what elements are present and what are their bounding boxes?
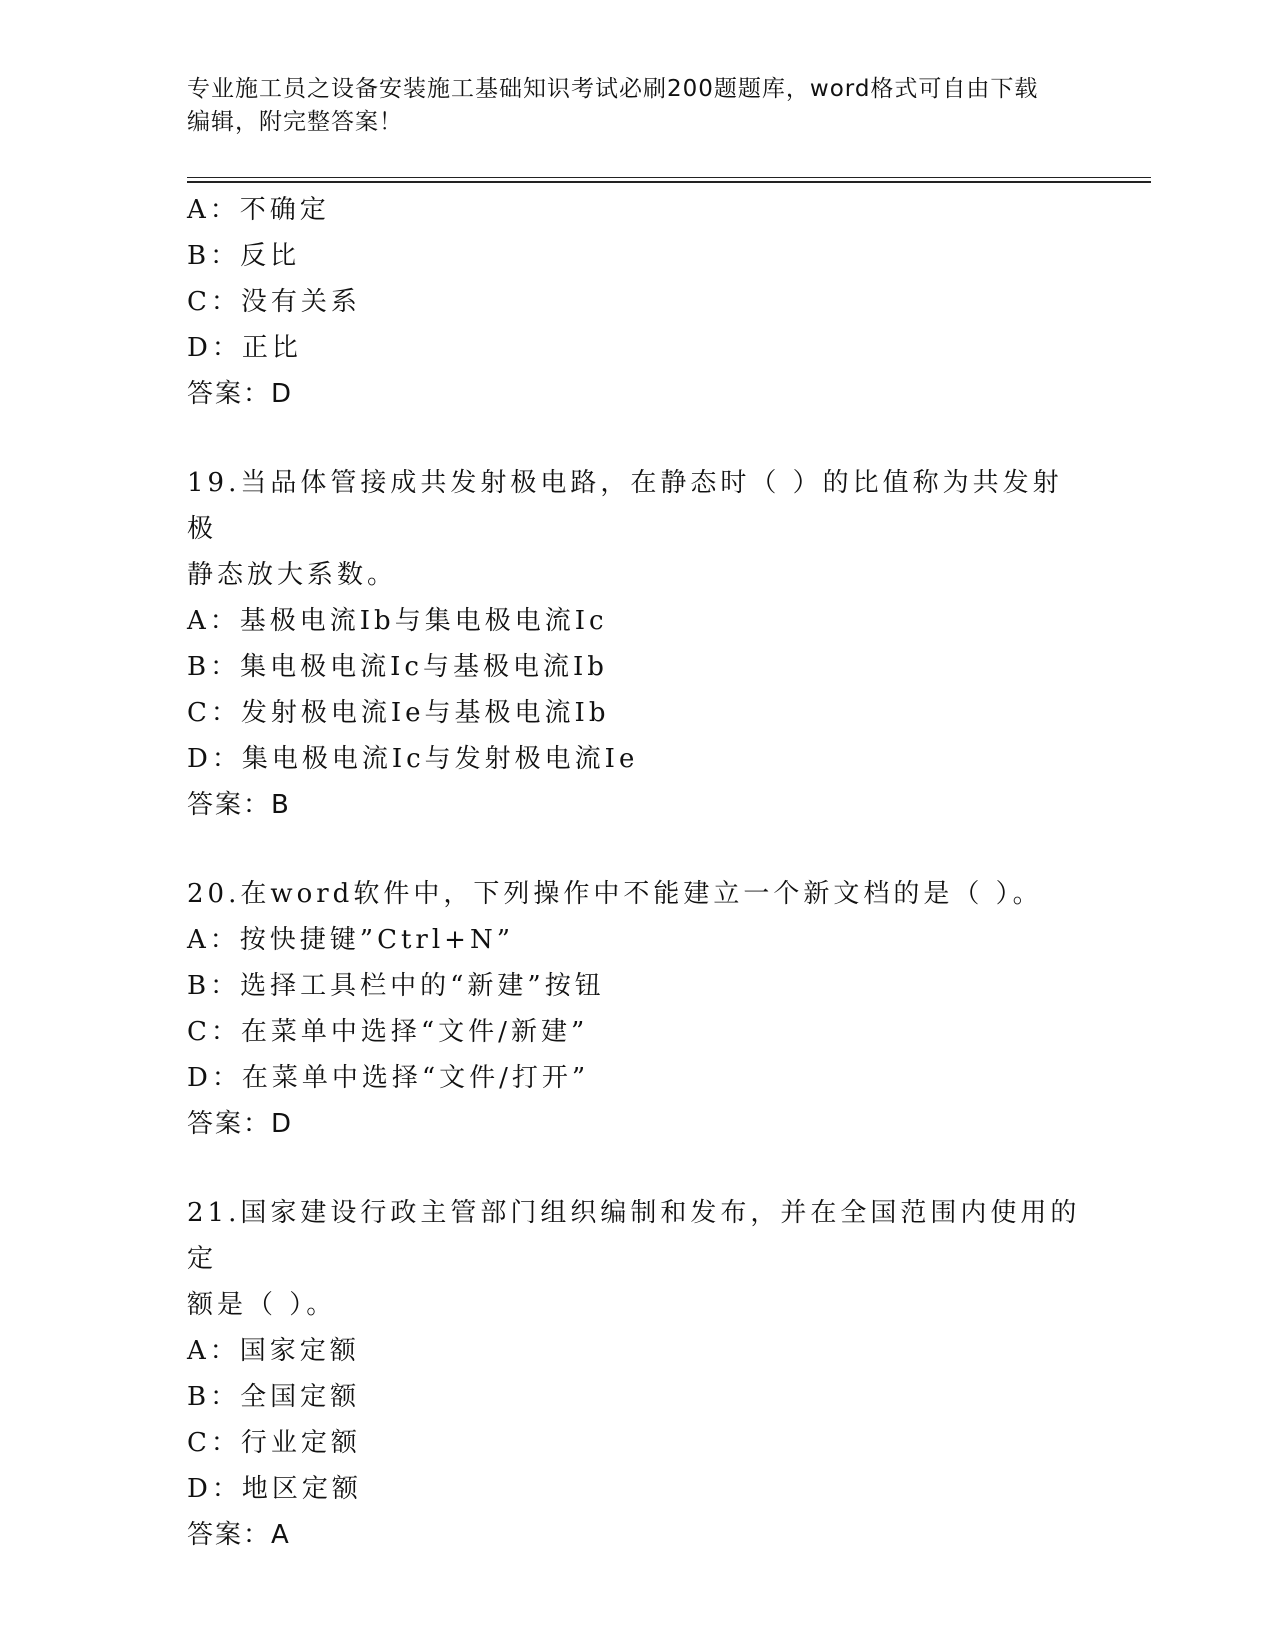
header-divider-thick [187,181,1151,183]
option-c: C：没有关系 [187,287,361,317]
question-19 [187,460,1087,828]
header-divider-thin [187,177,1151,178]
answer-label: 答案：D [187,1109,294,1139]
question-text-line-1: 19.当品体管接成共发射极电路，在静态时（ ）的比值称为共发射极 [187,468,1063,544]
option-c: C：在菜单中选择“文件/新建” [187,1017,589,1047]
option-d: D：正比 [187,333,302,363]
question-text-line-2: 额是（ ）。 [187,1290,337,1320]
question-text-line-1: 20.在word软件中，下列操作中不能建立一个新文档的是（ ）。 [187,879,1043,909]
document-header [187,73,1087,139]
option-c: C：发射极电流Ie与基极电流Ib [187,698,610,728]
question-text-line-1: 21.国家建设行政主管部门组织编制和发布，并在全国范围内使用的定 [187,1198,1081,1274]
question-20 [187,871,1087,1147]
option-a: A：按快捷键”Ctrl+N” [187,925,514,955]
option-a: A：基极电流Ib与集电极电流Ic [187,606,608,636]
header-line-1: 专业施工员之设备安装施工基础知识考试必刷200题题库，word格式可自由下载 [187,76,1039,102]
question-list [187,187,1087,1558]
question-21 [187,1190,1087,1558]
answer-label: 答案：B [187,790,291,820]
option-b: B：全国定额 [187,1382,361,1412]
option-a: A：国家定额 [187,1336,360,1366]
option-a: A：不确定 [187,195,330,225]
option-d: D：地区定额 [187,1474,362,1504]
answer-label: 答案：D [187,379,294,409]
option-b: B：集电极电流Ic与基极电流Ib [187,652,608,682]
option-c: C：行业定额 [187,1428,361,1458]
header-line-2: 编辑，附完整答案！ [187,109,403,135]
option-b: B：反比 [187,241,301,271]
option-d: D：在菜单中选择“文件/打开” [187,1063,590,1093]
question-text-line-2: 静态放大系数。 [187,560,398,590]
question-18-continued [187,187,1087,417]
answer-label: 答案：A [187,1520,291,1550]
option-b: B：选择工具栏中的“新建”按钮 [187,971,605,1001]
option-d: D：集电极电流Ic与发射极电流Ie [187,744,639,774]
